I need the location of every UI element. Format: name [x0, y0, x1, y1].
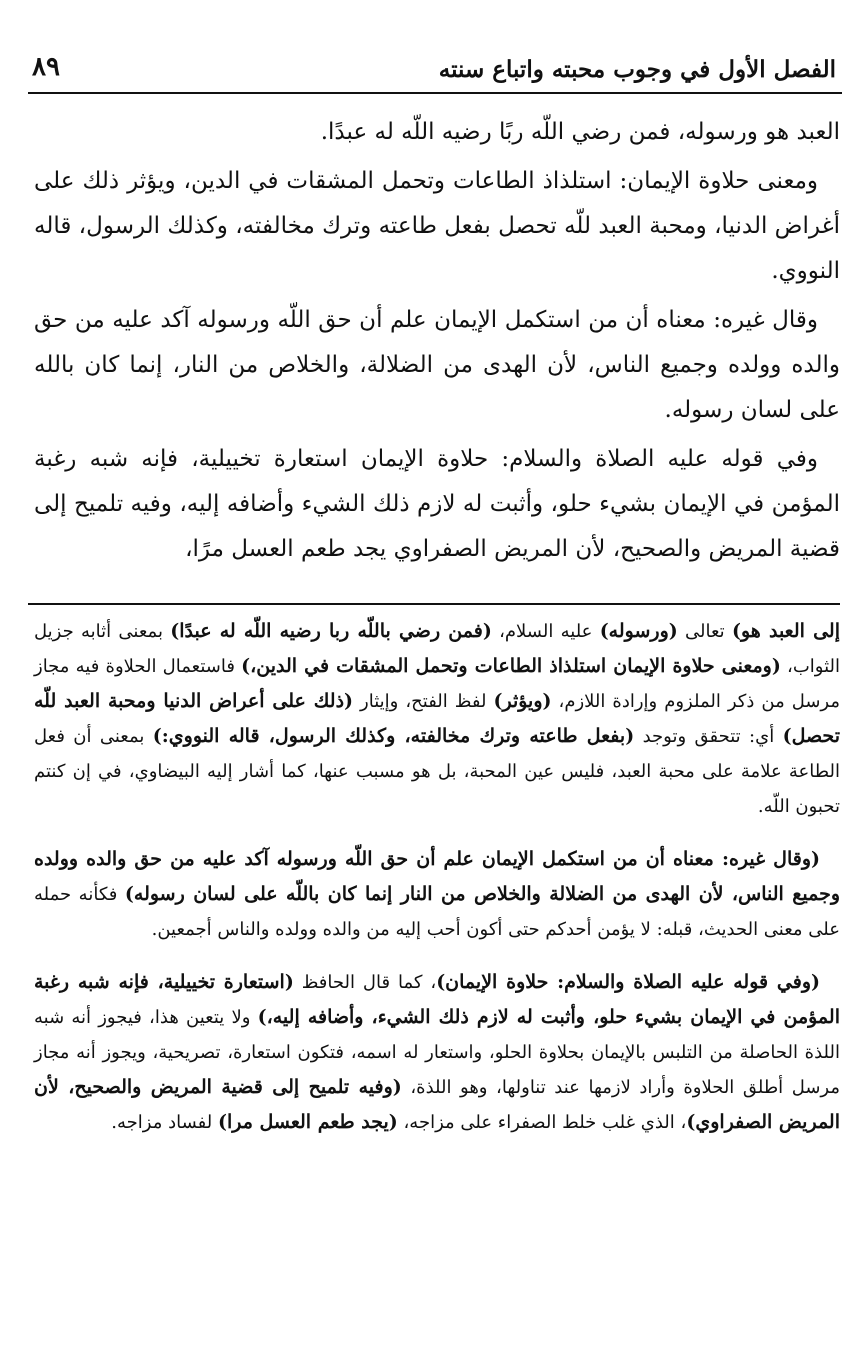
quoted-text-segment: (ورسوله) [599, 620, 678, 642]
commentary-text-segment: ، الذي غلب خلط الصفراء على مزاجه، [397, 1112, 687, 1133]
quoted-text-segment: (ومعنى حلاوة الإيمان استلذاذ الطاعات وتحمل المشقات في الدين،) [241, 655, 781, 677]
commentary-text-segment: أي: تتحقق وتوجد [634, 726, 783, 747]
commentary-paragraph-3 [34, 965, 840, 1140]
main-text [34, 110, 840, 576]
quoted-text-segment: (يجد طعم العسل مرا) [217, 1111, 398, 1133]
page-header [28, 52, 840, 92]
quoted-text-segment: (ويؤثر) [493, 690, 552, 712]
commentary-text-segment: لفظ الفتح، وإيثار [353, 691, 494, 712]
commentary-text-segment: عليه السلام، [491, 621, 600, 642]
commentary-text-segment: بمعنى أثابه جزيل الثواب، [34, 621, 841, 677]
quoted-text-segment: (ذلك على أعراض الدنيا ومحبة العبد للّه تحصل) [34, 690, 840, 747]
quoted-text-segment: (وفيه تلميح إلى قضية المريض والصحيح، لأن المريض الصفراوي) [34, 1076, 840, 1133]
commentary-paragraph-2 [34, 842, 840, 947]
quoted-text-segment: (فمن رضي باللّه ربا رضيه اللّه له عبدًا) [170, 620, 492, 642]
commentary-text-segment: تعالى [677, 621, 732, 642]
page-number: ٨٩ [32, 52, 60, 82]
main-paragraph-1: العبد هو ورسوله، فمن رضي اللّه ربًا رضيه اللّه له عبدًا. [320, 119, 840, 145]
commentary-text-segment: فكأنه حمله على معنى الحديث، قبله: لا يؤمن أحدكم حتى أكون أحب إليه من والده وولده والناس أجمعين. [34, 884, 840, 940]
commentary-text-segment: لفساد مزاجه. [111, 1112, 218, 1133]
commentary-text-segment: فاستعمال الحلاوة فيه مجاز مرسل من ذكر الملزوم وإرادة اللازم، [34, 656, 840, 712]
commentary-text-segment: ، كما قال الحافظ [293, 972, 437, 993]
footnote-separator [28, 603, 840, 605]
commentary-paragraph-1 [34, 614, 840, 824]
commentary-section [34, 614, 840, 1158]
quoted-text-segment: (وقال غيره: معناه أن من استكمل الإيمان علم أن حق اللّه ورسوله آكد عليه من حق والده وولده وجميع الناس، لأن الهدى من الضلالة والخلاص من النار إنما كان باللّه على لسان رسوله) [34, 848, 840, 905]
commentary-text-segment: ولا يتعين هذا، فيجوز أنه شبه اللذة الحاصلة من التلبس بالإيمان بحلاوة الحلو، واستعار له اسمه، فتكون استعارة، تصريحية، ويجوز أنه مجاز مرسل أطلق الحلاوة وأراد لازمها عند تناولها، وهو اللذة، [34, 1007, 840, 1098]
running-title: الفصل الأول في وجوب محبته واتباع سنته [438, 56, 836, 83]
main-paragraph-3: وقال غيره: معناه أن من استكمل الإيمان علم أن حق اللّه ورسوله آكد عليه من حق والده وولده وجميع الناس، لأن الهدى من الضلالة، والخلاص من النار، إنما كان بالله على لسان رسوله. [34, 307, 840, 423]
main-paragraph-4: وفي قوله عليه الصلاة والسلام: حلاوة الإيمان استعارة تخييلية، فإنه شبه رغبة المؤمن في الإيمان بشيء حلو، وأثبت له لازم ذلك الشيء وأضافه إليه، وفيه تلميح إلى قضية المريض والصحيح، لأن المريض الصفراوي يجد طعم العسل مرًا، [34, 446, 840, 562]
quoted-text-segment: (وفي قوله عليه الصلاة والسلام: حلاوة الإيمان) [436, 971, 820, 993]
quoted-text-segment: (استعارة تخييلية، فإنه شبه رغبة المؤمن في الإيمان بشيء حلو، وأثبت له لازم ذلك الشيء، وأضافه إليه،) [34, 971, 840, 1028]
commentary-text-segment: بمعنى أن فعل الطاعة علامة على محبة العبد، فليس عين المحبة، بل هو مسبب عنها، كما أشار إليه البيضاوي، في إن كنتم تحبون اللّه. [34, 726, 840, 817]
main-paragraph-2: ومعنى حلاوة الإيمان: استلذاذ الطاعات وتحمل المشقات في الدين، ويؤثر ذلك على أغراض الدنيا، ومحبة العبد للّه تحصل بفعل طاعته وترك مخالفته، وكذلك الرسول، قاله النووي. [34, 168, 840, 284]
quoted-text-segment: (بفعل طاعته وترك مخالفته، وكذلك الرسول، قاله النووي:) [152, 725, 635, 747]
quoted-text-segment: إلى العبد هو) [731, 620, 840, 642]
header-rule [28, 92, 842, 94]
